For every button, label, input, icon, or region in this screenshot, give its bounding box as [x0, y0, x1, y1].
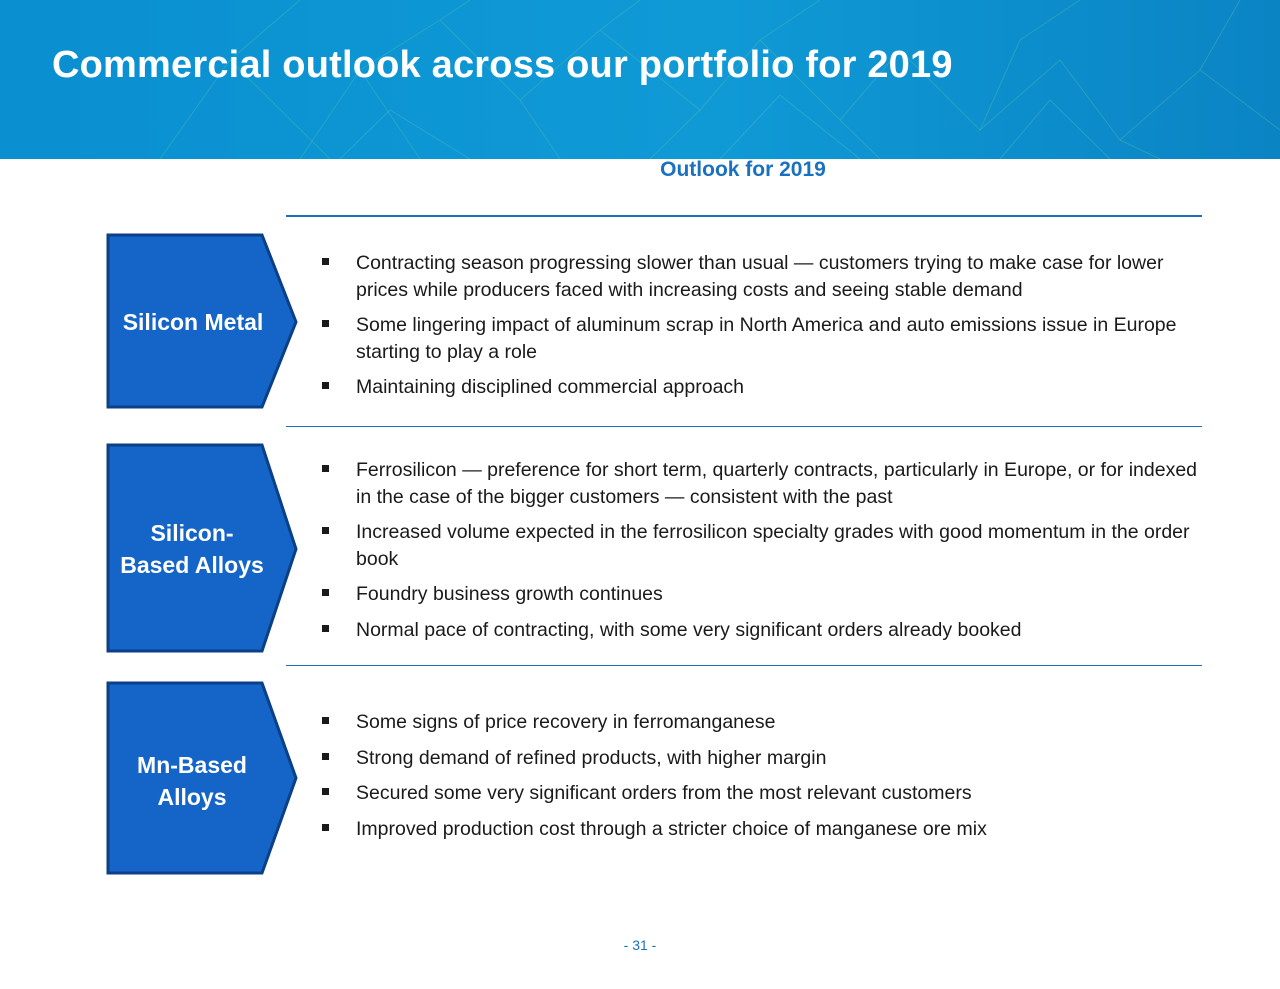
bullet-text: Maintaining disciplined commercial approach — [356, 376, 745, 398]
bullet-square-icon — [322, 717, 329, 724]
list-item — [320, 312, 1200, 365]
outlook-header: Outlook for 2019 — [660, 158, 826, 181]
bullet-square-icon — [322, 320, 329, 327]
bullet-square-icon — [322, 753, 329, 760]
bullet-text: Some lingering impact of aluminum scrap in North America and auto emissions issue in Europe starting to play a role — [356, 314, 1177, 363]
list-item — [320, 581, 1200, 608]
section-divider — [286, 665, 1202, 666]
label-line-1: Silicon Metal — [122, 309, 264, 335]
list-item — [320, 250, 1200, 303]
silicon-based-alloys-bullet-list — [320, 457, 1200, 652]
bullet-square-icon — [322, 258, 329, 265]
list-item — [320, 709, 1200, 736]
label-line-2: Alloys — [157, 784, 227, 810]
bullet-square-icon — [322, 465, 329, 472]
bullet-text: Some signs of price recovery in ferromanganese — [356, 711, 776, 733]
list-item — [320, 519, 1200, 572]
list-item — [320, 617, 1200, 644]
bullet-square-icon — [322, 625, 329, 632]
mn-based-alloys-bullet-list — [320, 709, 1200, 851]
header-rule — [286, 215, 1202, 217]
bullet-square-icon — [322, 788, 329, 795]
bullet-text: Secured some very significant orders from the most relevant customers — [356, 782, 972, 804]
mn-based-alloys-label — [106, 749, 278, 813]
silicon-metal-bullet-list — [320, 250, 1200, 410]
list-item — [320, 374, 1200, 401]
label-line-1: Silicon- — [150, 520, 234, 546]
bullet-text: Foundry business growth continues — [356, 583, 663, 605]
bullet-text: Normal pace of contracting, with some very significant orders already booked — [356, 618, 1022, 641]
label-line-1: Mn-Based — [137, 752, 247, 778]
bullet-square-icon — [322, 382, 329, 389]
silicon-metal-label — [106, 306, 280, 338]
page-title: Commercial outlook across our portfolio for 2019 — [52, 44, 953, 86]
bullet-text: Ferrosilicon — preference for short term, quarterly contracts, particularly in Europe, or for indexed in the case of the bigger customers — consistent with the past — [356, 459, 1198, 508]
list-item — [320, 457, 1200, 510]
list-item — [320, 780, 1200, 807]
section-divider — [286, 426, 1202, 427]
page-number: - 31 - — [623, 937, 657, 953]
bullet-text: Contracting season progressing slower than usual — customers trying to make case for lower prices while producers faced with increasing costs and seeing stable demand — [356, 252, 1164, 301]
silicon-based-alloys-label — [106, 517, 278, 581]
list-item — [320, 816, 1200, 843]
bullet-square-icon — [322, 527, 329, 534]
bullet-text: Improved production cost through a stricter choice of manganese ore mix — [356, 817, 987, 840]
label-line-2: Based Alloys — [120, 552, 264, 578]
list-item — [320, 745, 1200, 772]
bullet-text: Strong demand of refined products, with higher margin — [356, 746, 827, 769]
bullet-text: Increased volume expected in the ferrosilicon specialty grades with good momentum in the order book — [356, 521, 1190, 570]
bullet-square-icon — [322, 589, 329, 596]
bullet-square-icon — [322, 824, 329, 831]
